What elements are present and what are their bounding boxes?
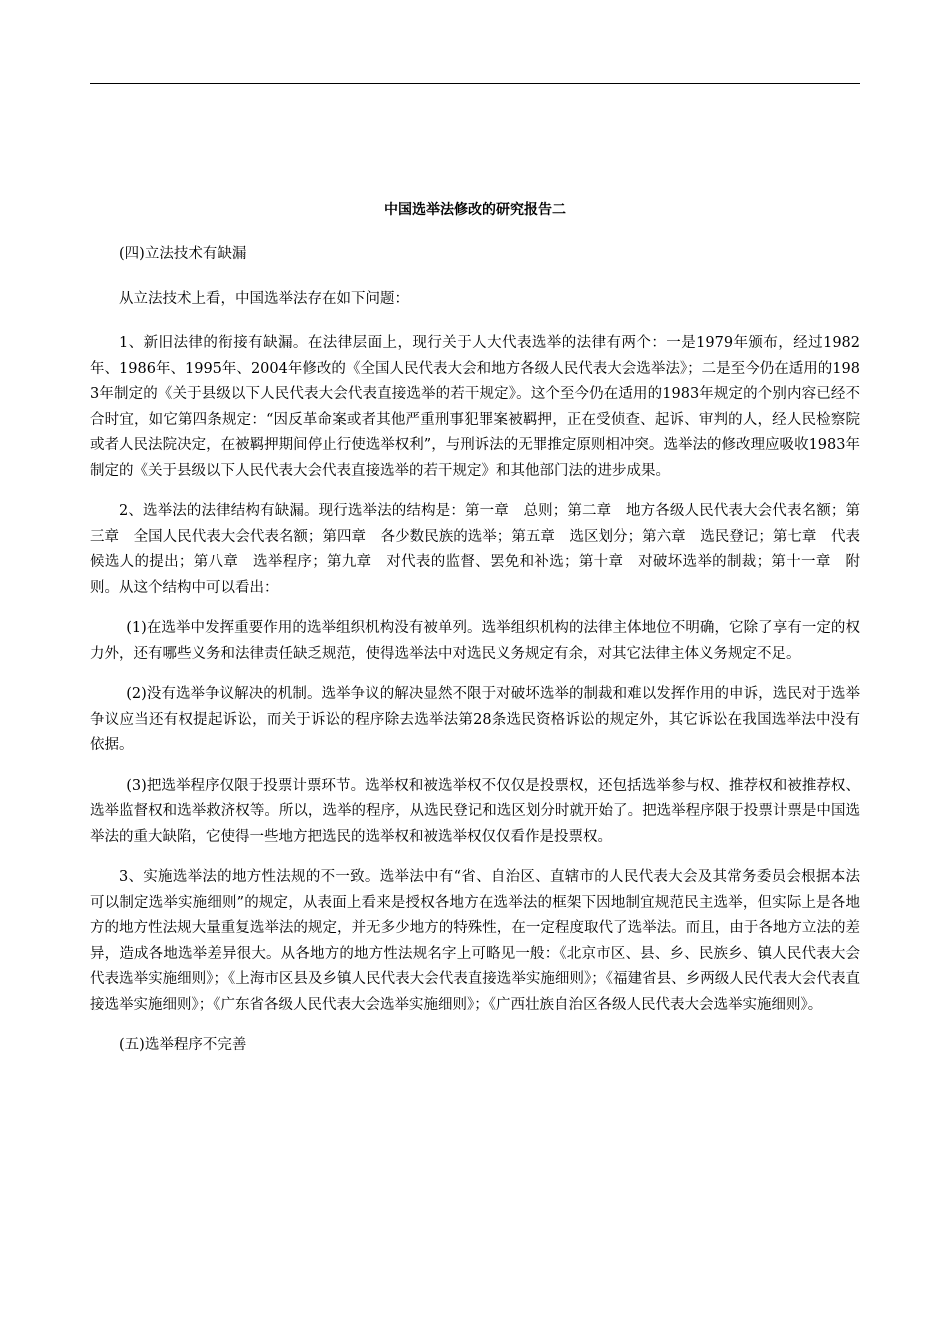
paragraph-item-1: 1、新旧法律的衔接有缺漏。在法律层面上，现行关于人大代表选举的法律有两个：一是1979年颁布，经过1982年、1986年、1995年、2004年修改的《全国人民代表大会和地方各级人民代表大会选举法》；二是至今仍在适用的1983年制定的《关于县级以下人民代表大会代表直接选举的若干规定》。这个至今仍在适用的1983年规定的个别内容已经不合时宜，如它第四条规定：“因反革命案或者其他严重刑事犯罪案被羁押，正在受侦查、起诉、审判的人，经人民检察院或者人民法院决定，在被羁押期间停止行使选举权利”，与刑诉法的无罪推定原则相冲突。选举法的修改理应吸收1983年制定的《关于县级以下人民代表大会代表直接选举的若干规定》和其他部门法的进步成果。 bbox=[90, 335, 860, 479]
section-heading-5: (五)选举程序不完善 bbox=[119, 1037, 247, 1053]
section-heading-4: (四)立法技术有缺漏 bbox=[119, 246, 247, 262]
document-body bbox=[90, 196, 860, 1078]
paragraph-item-3: 3、实施选举法的地方性法规的不一致。选举法中有“省、自治区、直辖市的人民代表大会及其常务委员会根据本法可以制定选举实施细则”的规定，从表面上看来是授权各地方在选举法的框架下因地制宜规范民主选举，但实际上是各地方的地方性法规大量重复选举法的规定，并无多少地方的特殊性，在一定程度取代了选举法。而且，由于各地方立法的差异，造成各地选举差异很大。从各地方的地方性法规名字上可略见一般：《北京市区、县、乡、民族乡、镇人民代表大会代表选举实施细则》；《上海市区县及乡镇人民代表大会代表直接选举实施细则》；《福建省县、乡两级人民代表大会代表直接选举实施细则》；《广东省各级人民代表大会选举实施细则》；《广西壮族自治区各级人民代表大会选举实施细则》。 bbox=[90, 869, 860, 1013]
paragraph-subitem-3: (3)把选举程序仅限于投票计票环节。选举权和被选举权不仅仅是投票权，还包括选举参与权、推荐权和被推荐权、选举监督权和选举救济权等。所以，选举的程序，从选民登记和选区划分时就开始了。把选举程序限于投票计票是中国选举法的重大缺陷，它使得一些地方把选民的选举权和被选举权仅仅看作是投票权。 bbox=[90, 777, 860, 845]
paragraph-item-2: 2、选举法的法律结构有缺漏。现行选举法的结构是：第一章 总则；第二章 地方各级人民代表大会代表名额；第三章 全国人民代表大会代表名额；第四章 各少数民族的选举；第五章 选区划分；第六章 选民登记；第七章 代表候选人的提出；第八章 选举程序；第九章 对代表的监督、罢免和补选；第十章 对破坏选举的制裁；第十一章 附则。从这个结构中可以看出： bbox=[90, 503, 860, 596]
paragraph-subitem-1: (1)在选举中发挥重要作用的选举组织机构没有被单列。选举组织机构的法律主体地位不明确，它除了享有一定的权力外，还有哪些义务和法律责任缺乏规范，使得选举法中对选民义务规定有余，对其它法律主体义务规定不足。 bbox=[90, 620, 860, 662]
header-rule bbox=[90, 83, 860, 84]
document-title: 中国选举法修改的研究报告二 bbox=[384, 202, 566, 218]
intro-paragraph: 从立法技术上看，中国选举法存在如下问题： bbox=[119, 290, 409, 307]
paragraph-subitem-2: (2)没有选举争议解决的机制。选举争议的解决显然不限于对破坏选举的制裁和难以发挥作用的申诉，选民对于选举争议应当还有权提起诉讼，而关于诉讼的程序除去选举法第28条选民资格诉讼的规定外，其它诉讼在我国选举法中没有依据。 bbox=[90, 686, 860, 753]
